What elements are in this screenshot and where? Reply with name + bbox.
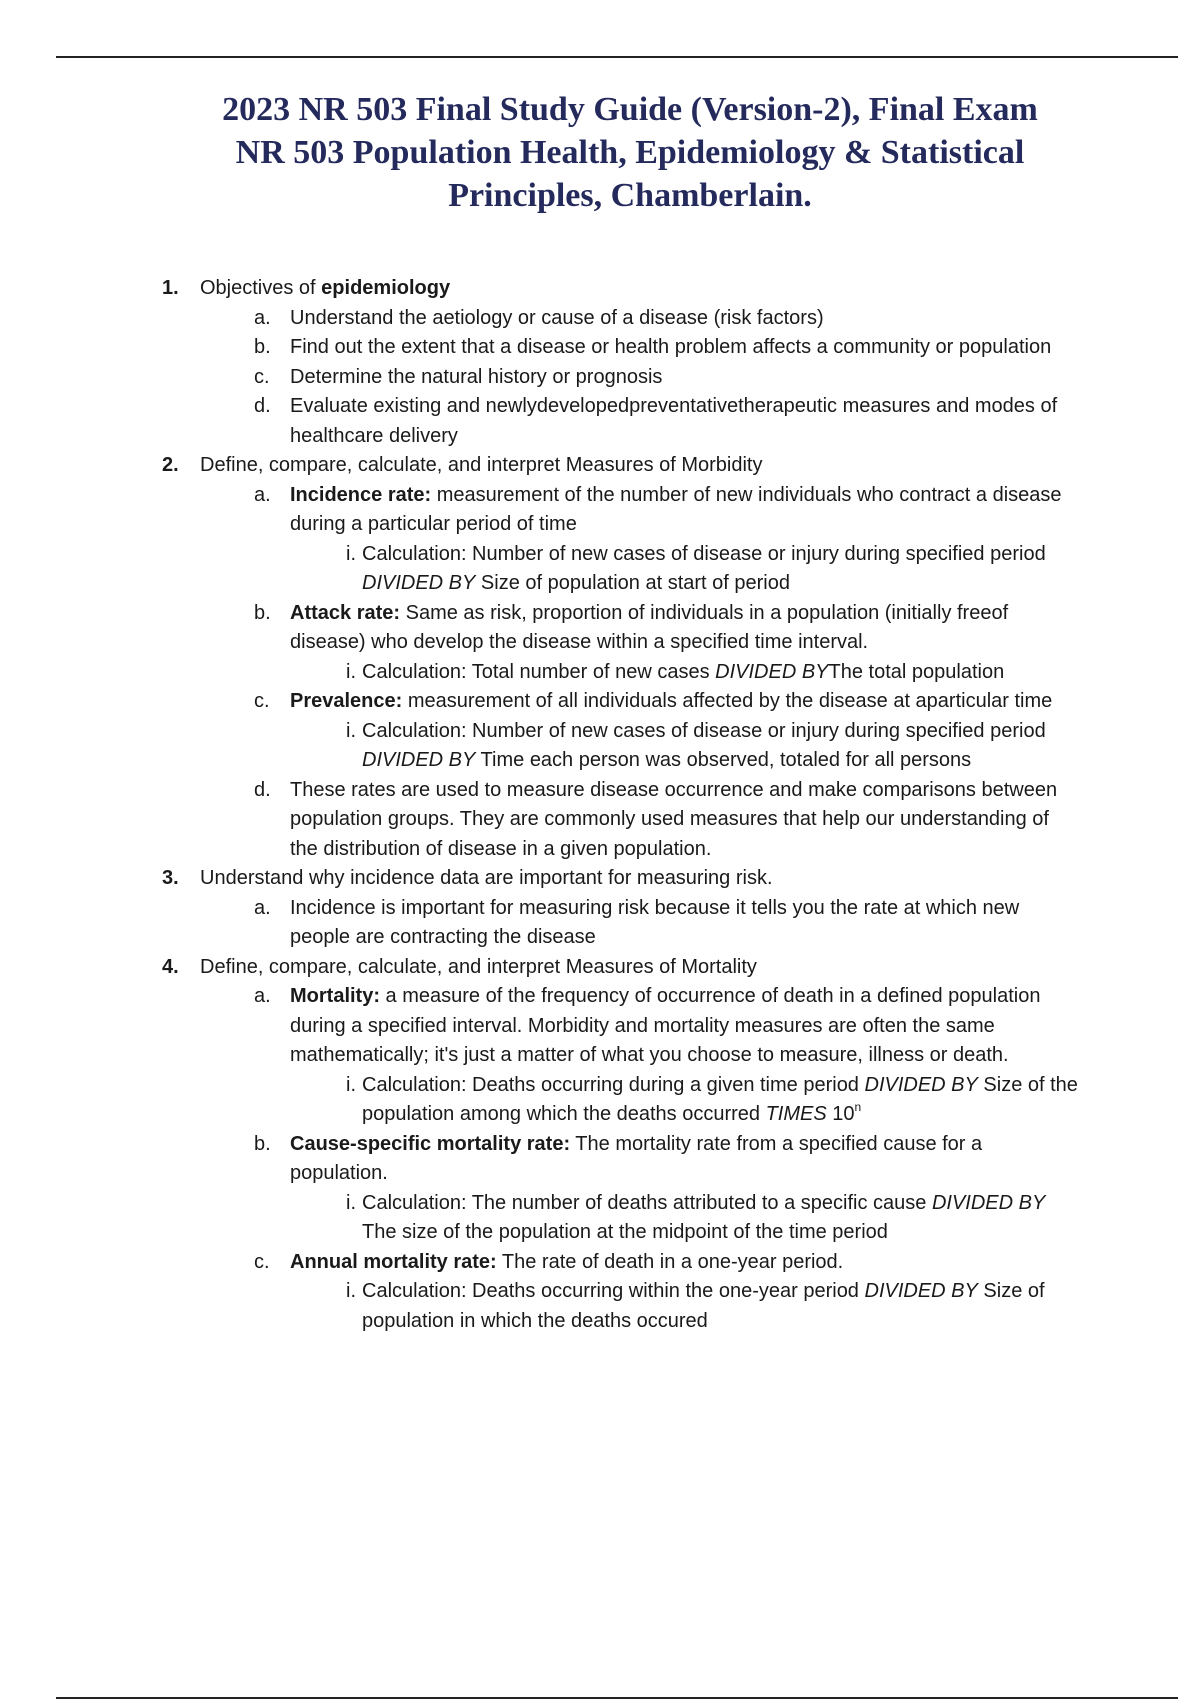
section-3: 3. Understand why incidence data are important for measuring risk.: [200, 864, 1100, 894]
title-line-2: NR 503 Population Health, Epidemiology & Statistical: [235, 134, 1025, 171]
list-item: b. Attack rate: Same as risk, proportion of individuals in a population (initially freeof disease) who develop the disease within a specified time interval.: [254, 601, 1009, 653]
list-item: c. Annual mortality rate: The rate of death in a one-year period.: [254, 1250, 844, 1273]
calculation-item: i. Calculation: Number of new cases of disease or injury during specified period DIVIDED BY Time each person was observed, totaled for all persons: [346, 719, 1046, 771]
document-title: [150, 88, 1110, 217]
list-item: a. Mortality: a measure of the frequency of occurrence of death in a defined population during a specified interval. Morbidity and mortality measures are often the same mathematically; it's just a matter of what you choose to measure, illness or death.: [254, 985, 1041, 1066]
title-line-3: Principles, Chamberlain.: [448, 177, 812, 214]
list-item: b. Find out the extent that a disease or health problem affects a community or population: [254, 336, 1052, 358]
list-item: c. Prevalence: measurement of all individuals affected by the disease at aparticular time: [254, 690, 1053, 712]
section-number: 1.: [162, 277, 179, 299]
list-item: c. Determine the natural history or prognosis: [254, 365, 663, 388]
section-number: 2.: [162, 454, 179, 476]
section-2: 2. Define, compare, calculate, and interpret Measures of Morbidity: [200, 451, 1100, 481]
calculation-item: i. Calculation: The number of deaths attributed to a specific cause DIVIDED BY The size of the population at the midpoint of the time period: [346, 1191, 1046, 1243]
calculation-item: i. Calculation: Deaths occurring during a given time period DIVIDED BY Size of the population among which the deaths occurred TIMES 10$^n$: [346, 1073, 1078, 1125]
section-4: 4. Define, compare, calculate, and interpret Measures of Mortality: [200, 953, 1100, 983]
list-item: a. Incidence rate: measurement of the number of new individuals who contract a disease during a particular period of time: [254, 483, 1062, 535]
title-line-1: 2023 NR 503 Final Study Guide (Version-2), Final Exam: [222, 91, 1038, 128]
study-guide-outline: [0, 274, 1200, 1336]
section-1: 1. Objectives of epidemiology: [200, 274, 1100, 304]
bottom-rule: [56, 1697, 1178, 1699]
list-item: d. Evaluate existing and newlydevelopedpreventativetherapeutic measures and modes of healthcare delivery: [254, 395, 1058, 447]
calculation-item: i. Calculation: Total number of new cases DIVIDED BYThe total population: [346, 660, 1005, 683]
section-number: 3.: [162, 867, 179, 889]
top-rule: [56, 56, 1178, 58]
list-item: d. These rates are used to measure disease occurrence and make comparisons between population groups. They are commonly used measures that help our understanding of the distribution of disease in a given population.: [254, 778, 1058, 860]
list-item: a. Incidence is important for measuring risk because it tells you the rate at which new people are contracting the disease: [254, 896, 1020, 948]
list-item: b. Cause-specific mortality rate: The mortality rate from a specified cause for a population.: [254, 1132, 983, 1184]
calculation-item: i. Calculation: Number of new cases of disease or injury during specified period DIVIDED BY Size of population at start of period: [346, 542, 1046, 594]
calculation-item: i. Calculation: Deaths occurring within the one-year period DIVIDED BY Size of population in which the deaths occured: [346, 1280, 1045, 1332]
section-number: 4.: [162, 955, 179, 978]
list-item: a. Understand the aetiology or cause of a disease (risk factors): [254, 306, 824, 329]
